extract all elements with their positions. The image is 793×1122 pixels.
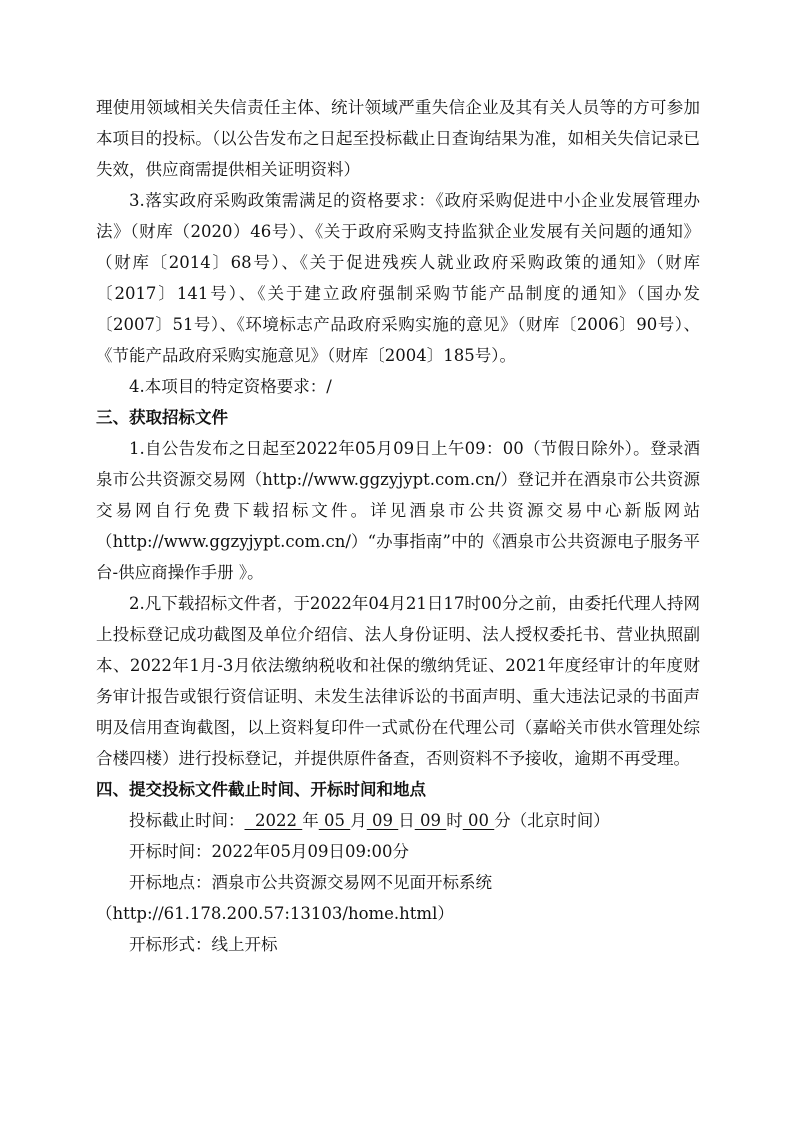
open-time: 开标时间：2022年05月09日09:00分 (129, 842, 410, 861)
bid-deadline-line (96, 805, 700, 836)
requirement-4: 4.本项目的特定资格要求：/ (129, 377, 332, 396)
section-4-heading: 四、提交投标文件截止时间、开标时间和地点 (96, 780, 426, 799)
requirement-3: 3.落实政府采购政策需满足的资格要求：《政府采购促进中小企业发展管理办法》（财库（2020）46号）、《关于政府采购支持监狱企业发展有关问题的通知》（财库〔2014〕68号）、《关于促进残疾人就业政府采购政策的通知》（财库〔2017〕141号）、《关于建立政府强制采购节能产品制度的通知》（国办发〔2007〕51号）、《环境标志产品政府采购实施的意见》（财库〔2006〕90号）、《节能产品政府采购实施意见》（财库〔2004〕185号）。 (96, 191, 700, 365)
deadline-year: 2022 (255, 811, 297, 830)
section-3-paragraph-2: 2.凡下载招标文件者，于2022年04月21日17时00分之前，由委托代理人持网上投标登记成功截图及单位介绍信、法人身份证明、法人授权委托书、营业执照副本、2022年1月-3月依法缴纳税收和社保的缴纳凭证、2021年度经审计的年度财务审计报告或银行资信证明、未发生法律诉讼的书面声明、重大违法记录的书面声明及信用查询截图，以上资料复印件一式贰份在代理公司（嘉峪关市供水管理处综合楼四楼）进行投标登记，并提供原件备查，否则资料不予接收，逾期不再受理。 (96, 594, 700, 768)
section-3-heading: 三、获取招标文件 (96, 408, 228, 427)
deadline-suffix: （北京时间） (510, 811, 610, 830)
open-place: 开标地点：酒泉市公共资源交易网不见面开标系统 (129, 873, 492, 892)
section-3-paragraph-1: 1.自公告发布之日起至2022年05月09日上午09：00（节假日除外）。登录酒泉市公共资源交易网（http://www.ggzyjypt.com.cn/）登记并在酒泉市公共资源交易网自行免费下载招标文件。详见酒泉市公共资源交易中心新版网站（http://www.ggzyjypt.com.cn/）“办事指南”中的《酒泉市公共资源电子服务平台-供应商操作手册 》。 (96, 439, 700, 582)
document-body (96, 92, 700, 960)
deadline-minute-unit: 分 (494, 811, 511, 830)
deadline-minute: 00 (468, 811, 489, 830)
deadline-month-unit: 月 (350, 811, 367, 830)
deadline-hour: 09 (420, 811, 441, 830)
deadline-day-unit: 日 (398, 811, 415, 830)
open-form: 开标形式：线上开标 (129, 935, 278, 954)
open-url: （http://61.178.200.57:13103/home.html） (96, 904, 454, 923)
deadline-hour-unit: 时 (446, 811, 463, 830)
paragraph-continued: 理使用领域相关失信责任主体、统计领域严重失信企业及其有关人员等的方可参加本项目的投标。（以公告发布之日起至投标截止日查询结果为准，如相关失信记录已失效，供应商需提供相关证明资料） (96, 98, 700, 179)
bid-deadline-label: 投标截止时间： (129, 811, 245, 830)
deadline-day: 09 (372, 811, 393, 830)
deadline-month: 05 (324, 811, 345, 830)
deadline-year-unit: 年 (302, 811, 319, 830)
